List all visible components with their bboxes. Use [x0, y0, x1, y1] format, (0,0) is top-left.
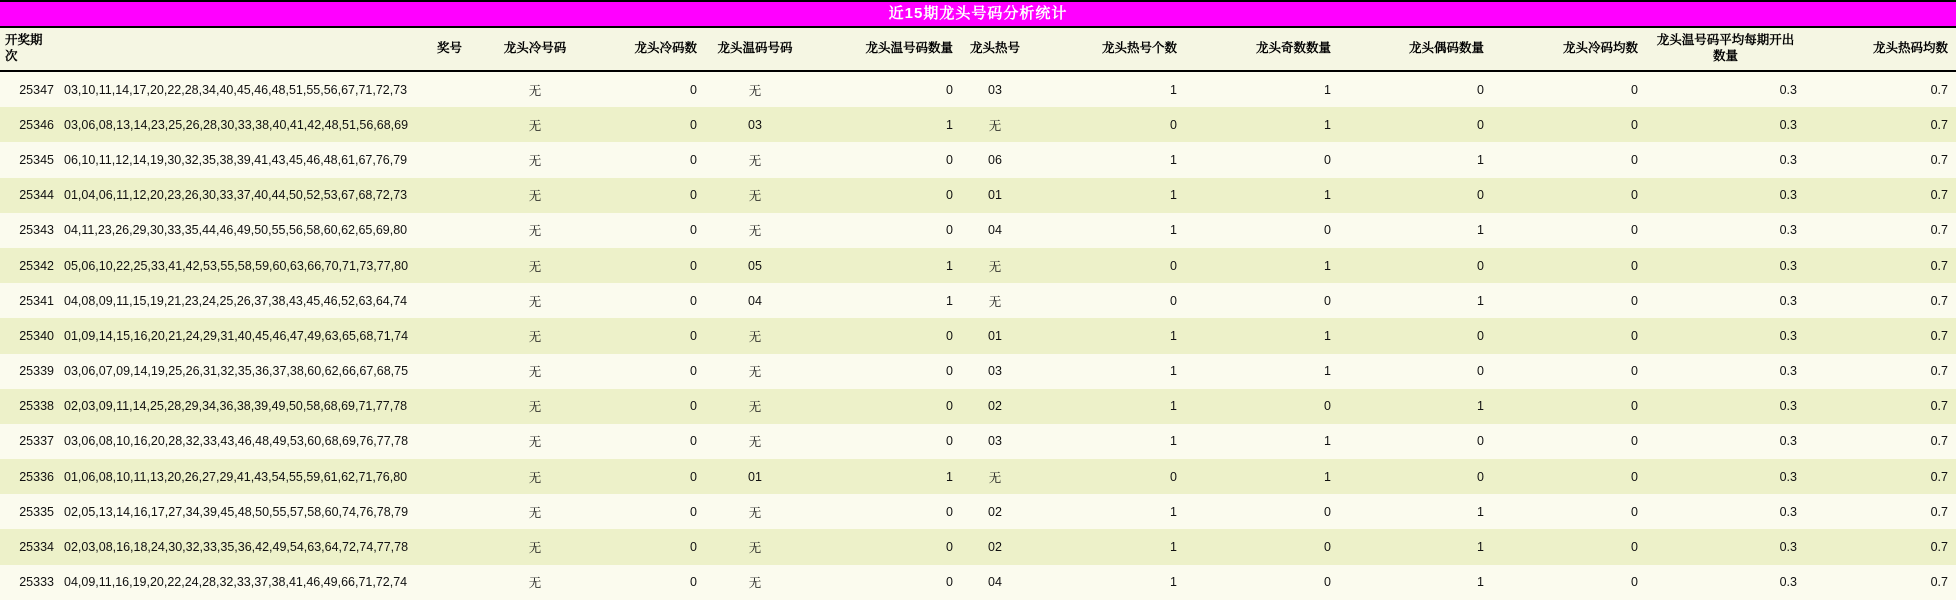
- cell-even-count: 0: [1339, 318, 1492, 353]
- cell-period: 25347: [0, 71, 60, 107]
- cell-hot-avg: 0.7: [1805, 248, 1956, 283]
- cell-numbers: 03,06,08,10,16,20,28,32,33,43,46,48,49,53,60,68,69,76,77,78: [60, 424, 470, 459]
- cell-hot-count: 0: [1029, 459, 1185, 494]
- cell-warm-count: 0: [805, 178, 961, 213]
- cell-period: 25333: [0, 565, 60, 600]
- table-row: [0, 213, 1956, 248]
- cell-hot-count: 1: [1029, 389, 1185, 424]
- cell-hot-num: 无: [961, 283, 1029, 318]
- cell-cold-num: 无: [470, 248, 600, 283]
- cell-hot-num: 无: [961, 107, 1029, 142]
- cell-cold-avg: 0: [1492, 529, 1646, 564]
- cell-warm-num: 无: [705, 424, 805, 459]
- cell-even-count: 1: [1339, 389, 1492, 424]
- cell-hot-count: 1: [1029, 494, 1185, 529]
- cell-hot-num: 01: [961, 178, 1029, 213]
- cell-odd-count: 0: [1185, 494, 1339, 529]
- cell-odd-count: 1: [1185, 424, 1339, 459]
- cell-warm-count: 0: [805, 424, 961, 459]
- cell-odd-count: 0: [1185, 142, 1339, 177]
- cell-warm-count: 1: [805, 248, 961, 283]
- cell-warm-avg: 0.3: [1646, 459, 1805, 494]
- cell-cold-count: 0: [600, 459, 705, 494]
- cell-warm-avg: 0.3: [1646, 283, 1805, 318]
- cell-cold-avg: 0: [1492, 71, 1646, 107]
- cell-cold-num: 无: [470, 71, 600, 107]
- cell-even-count: 0: [1339, 459, 1492, 494]
- cell-warm-num: 无: [705, 354, 805, 389]
- column-header: 龙头温码号码: [705, 28, 805, 71]
- table-row: [0, 354, 1956, 389]
- cell-numbers: 05,06,10,22,25,33,41,42,53,55,58,59,60,63,66,70,71,73,77,80: [60, 248, 470, 283]
- cell-warm-count: 0: [805, 354, 961, 389]
- cell-cold-count: 0: [600, 354, 705, 389]
- cell-cold-count: 0: [600, 389, 705, 424]
- cell-warm-count: 0: [805, 142, 961, 177]
- cell-hot-count: 1: [1029, 529, 1185, 564]
- cell-numbers: 01,04,06,11,12,20,23,26,30,33,37,40,44,50,52,53,67,68,72,73: [60, 178, 470, 213]
- cell-warm-count: 0: [805, 529, 961, 564]
- cell-warm-count: 0: [805, 494, 961, 529]
- cell-cold-avg: 0: [1492, 142, 1646, 177]
- cell-hot-num: 无: [961, 248, 1029, 283]
- cell-numbers: 01,06,08,10,11,13,20,26,27,29,41,43,54,55,59,61,62,71,76,80: [60, 459, 470, 494]
- cell-warm-avg: 0.3: [1646, 354, 1805, 389]
- cell-warm-count: 1: [805, 459, 961, 494]
- cell-cold-avg: 0: [1492, 107, 1646, 142]
- cell-warm-count: 0: [805, 389, 961, 424]
- cell-hot-count: 1: [1029, 354, 1185, 389]
- column-header: 龙头冷号码: [470, 28, 600, 71]
- table-row: [0, 318, 1956, 353]
- cell-cold-avg: 0: [1492, 389, 1646, 424]
- cell-warm-avg: 0.3: [1646, 565, 1805, 600]
- table-row: [0, 107, 1956, 142]
- table-row: [0, 178, 1956, 213]
- table-row: [0, 248, 1956, 283]
- table-row: [0, 424, 1956, 459]
- cell-cold-num: 无: [470, 565, 600, 600]
- cell-period: 25335: [0, 494, 60, 529]
- cell-warm-num: 无: [705, 565, 805, 600]
- cell-warm-avg: 0.3: [1646, 389, 1805, 424]
- cell-cold-avg: 0: [1492, 178, 1646, 213]
- cell-cold-num: 无: [470, 318, 600, 353]
- cell-numbers: 04,11,23,26,29,30,33,35,44,46,49,50,55,56,58,60,62,65,69,80: [60, 213, 470, 248]
- cell-period: 25345: [0, 142, 60, 177]
- cell-even-count: 1: [1339, 494, 1492, 529]
- cell-hot-count: 0: [1029, 248, 1185, 283]
- column-header: 龙头温号码数量: [805, 28, 961, 71]
- cell-hot-avg: 0.7: [1805, 71, 1956, 107]
- cell-cold-count: 0: [600, 318, 705, 353]
- cell-cold-avg: 0: [1492, 459, 1646, 494]
- table-row: [0, 459, 1956, 494]
- cell-warm-num: 03: [705, 107, 805, 142]
- column-header: 龙头温号码平均每期开出数量: [1646, 28, 1805, 71]
- cell-warm-count: 0: [805, 213, 961, 248]
- cell-odd-count: 1: [1185, 318, 1339, 353]
- cell-cold-num: 无: [470, 424, 600, 459]
- cell-cold-num: 无: [470, 283, 600, 318]
- cell-hot-count: 1: [1029, 71, 1185, 107]
- cell-cold-count: 0: [600, 565, 705, 600]
- table-header: [0, 28, 1956, 71]
- cell-cold-num: 无: [470, 354, 600, 389]
- cell-hot-avg: 0.7: [1805, 142, 1956, 177]
- column-header: 龙头热号个数: [1029, 28, 1185, 71]
- cell-cold-avg: 0: [1492, 318, 1646, 353]
- cell-numbers: 04,09,11,16,19,20,22,24,28,32,33,37,38,41,46,49,66,71,72,74: [60, 565, 470, 600]
- cell-warm-avg: 0.3: [1646, 107, 1805, 142]
- cell-warm-avg: 0.3: [1646, 142, 1805, 177]
- cell-cold-num: 无: [470, 178, 600, 213]
- cell-hot-num: 03: [961, 354, 1029, 389]
- cell-odd-count: 0: [1185, 529, 1339, 564]
- cell-even-count: 0: [1339, 354, 1492, 389]
- cell-even-count: 0: [1339, 424, 1492, 459]
- cell-warm-avg: 0.3: [1646, 178, 1805, 213]
- cell-cold-count: 0: [600, 71, 705, 107]
- cell-odd-count: 0: [1185, 283, 1339, 318]
- cell-period: 25344: [0, 178, 60, 213]
- cell-cold-num: 无: [470, 494, 600, 529]
- cell-period: 25334: [0, 529, 60, 564]
- cell-even-count: 1: [1339, 213, 1492, 248]
- cell-warm-num: 无: [705, 389, 805, 424]
- cell-cold-count: 0: [600, 494, 705, 529]
- column-header: 龙头偶码数量: [1339, 28, 1492, 71]
- cell-warm-num: 无: [705, 71, 805, 107]
- analysis-table: [0, 28, 1956, 600]
- cell-cold-avg: 0: [1492, 424, 1646, 459]
- cell-numbers: 02,03,08,16,18,24,30,32,33,35,36,42,49,54,63,64,72,74,77,78: [60, 529, 470, 564]
- table-row: [0, 71, 1956, 107]
- cell-hot-count: 1: [1029, 142, 1185, 177]
- cell-warm-avg: 0.3: [1646, 494, 1805, 529]
- cell-odd-count: 1: [1185, 178, 1339, 213]
- cell-cold-count: 0: [600, 283, 705, 318]
- cell-odd-count: 1: [1185, 354, 1339, 389]
- cell-hot-num: 06: [961, 142, 1029, 177]
- cell-hot-avg: 0.7: [1805, 178, 1956, 213]
- cell-numbers: 02,03,09,11,14,25,28,29,34,36,38,39,49,50,58,68,69,71,77,78: [60, 389, 470, 424]
- cell-odd-count: 1: [1185, 71, 1339, 107]
- cell-cold-count: 0: [600, 178, 705, 213]
- cell-hot-avg: 0.7: [1805, 424, 1956, 459]
- column-header: 龙头冷码均数: [1492, 28, 1646, 71]
- cell-numbers: 06,10,11,12,14,19,30,32,35,38,39,41,43,45,46,48,61,67,76,79: [60, 142, 470, 177]
- cell-hot-count: 1: [1029, 178, 1185, 213]
- table-row: [0, 142, 1956, 177]
- cell-odd-count: 0: [1185, 389, 1339, 424]
- cell-warm-num: 无: [705, 213, 805, 248]
- cell-cold-num: 无: [470, 107, 600, 142]
- column-header: 奖号: [60, 28, 470, 71]
- cell-numbers: 01,09,14,15,16,20,21,24,29,31,40,45,46,47,49,63,65,68,71,74: [60, 318, 470, 353]
- cell-hot-num: 02: [961, 529, 1029, 564]
- cell-warm-num: 无: [705, 494, 805, 529]
- cell-hot-num: 03: [961, 424, 1029, 459]
- cell-hot-count: 1: [1029, 318, 1185, 353]
- cell-even-count: 0: [1339, 178, 1492, 213]
- cell-even-count: 1: [1339, 529, 1492, 564]
- cell-cold-avg: 0: [1492, 213, 1646, 248]
- cell-odd-count: 0: [1185, 565, 1339, 600]
- cell-period: 25342: [0, 248, 60, 283]
- cell-hot-num: 04: [961, 213, 1029, 248]
- cell-hot-avg: 0.7: [1805, 389, 1956, 424]
- cell-hot-num: 无: [961, 459, 1029, 494]
- cell-even-count: 0: [1339, 248, 1492, 283]
- cell-warm-avg: 0.3: [1646, 424, 1805, 459]
- cell-warm-avg: 0.3: [1646, 71, 1805, 107]
- cell-hot-avg: 0.7: [1805, 565, 1956, 600]
- cell-hot-count: 0: [1029, 283, 1185, 318]
- cell-warm-count: 1: [805, 283, 961, 318]
- cell-cold-count: 0: [600, 248, 705, 283]
- cell-hot-avg: 0.7: [1805, 318, 1956, 353]
- cell-warm-count: 0: [805, 318, 961, 353]
- table-row: [0, 283, 1956, 318]
- cell-hot-num: 03: [961, 71, 1029, 107]
- cell-cold-num: 无: [470, 213, 600, 248]
- cell-hot-avg: 0.7: [1805, 107, 1956, 142]
- cell-numbers: 03,06,07,09,14,19,25,26,31,32,35,36,37,38,60,62,66,67,68,75: [60, 354, 470, 389]
- cell-even-count: 0: [1339, 71, 1492, 107]
- cell-hot-num: 02: [961, 389, 1029, 424]
- cell-warm-count: 0: [805, 71, 961, 107]
- column-header: 龙头奇数数量: [1185, 28, 1339, 71]
- cell-hot-num: 01: [961, 318, 1029, 353]
- cell-hot-avg: 0.7: [1805, 213, 1956, 248]
- cell-odd-count: 0: [1185, 213, 1339, 248]
- cell-cold-count: 0: [600, 107, 705, 142]
- table-row: [0, 529, 1956, 564]
- cell-cold-avg: 0: [1492, 248, 1646, 283]
- cell-warm-count: 1: [805, 107, 961, 142]
- column-header: 龙头热号: [961, 28, 1029, 71]
- cell-period: 25346: [0, 107, 60, 142]
- cell-cold-avg: 0: [1492, 494, 1646, 529]
- cell-hot-avg: 0.7: [1805, 459, 1956, 494]
- cell-cold-avg: 0: [1492, 283, 1646, 318]
- cell-numbers: 03,10,11,14,17,20,22,28,34,40,45,46,48,51,55,56,67,71,72,73: [60, 71, 470, 107]
- cell-cold-num: 无: [470, 142, 600, 177]
- cell-period: 25336: [0, 459, 60, 494]
- cell-hot-count: 1: [1029, 565, 1185, 600]
- page-title: 近15期龙头号码分析统计: [0, 0, 1956, 28]
- cell-warm-count: 0: [805, 565, 961, 600]
- cell-hot-avg: 0.7: [1805, 354, 1956, 389]
- cell-hot-count: 1: [1029, 424, 1185, 459]
- cell-warm-avg: 0.3: [1646, 213, 1805, 248]
- cell-warm-num: 05: [705, 248, 805, 283]
- cell-cold-num: 无: [470, 529, 600, 564]
- cell-period: 25338: [0, 389, 60, 424]
- cell-even-count: 1: [1339, 283, 1492, 318]
- cell-warm-num: 01: [705, 459, 805, 494]
- cell-warm-num: 无: [705, 529, 805, 564]
- column-header: 龙头冷码数: [600, 28, 705, 71]
- cell-numbers: 02,05,13,14,16,17,27,34,39,45,48,50,55,57,58,60,74,76,78,79: [60, 494, 470, 529]
- cell-hot-avg: 0.7: [1805, 529, 1956, 564]
- cell-warm-avg: 0.3: [1646, 248, 1805, 283]
- cell-cold-count: 0: [600, 529, 705, 564]
- table-body: [0, 71, 1956, 600]
- cell-numbers: 04,08,09,11,15,19,21,23,24,25,26,37,38,43,45,46,52,63,64,74: [60, 283, 470, 318]
- cell-even-count: 0: [1339, 107, 1492, 142]
- cell-warm-avg: 0.3: [1646, 529, 1805, 564]
- cell-hot-avg: 0.7: [1805, 283, 1956, 318]
- cell-cold-num: 无: [470, 389, 600, 424]
- cell-cold-count: 0: [600, 142, 705, 177]
- table-row: [0, 389, 1956, 424]
- table-row: [0, 494, 1956, 529]
- cell-cold-count: 0: [600, 213, 705, 248]
- table-row: [0, 565, 1956, 600]
- cell-odd-count: 1: [1185, 107, 1339, 142]
- cell-cold-avg: 0: [1492, 354, 1646, 389]
- column-header: 龙头热码均数: [1805, 28, 1956, 71]
- cell-hot-num: 04: [961, 565, 1029, 600]
- cell-hot-count: 0: [1029, 107, 1185, 142]
- cell-hot-avg: 0.7: [1805, 494, 1956, 529]
- header-row: [0, 28, 1956, 71]
- cell-numbers: 03,06,08,13,14,23,25,26,28,30,33,38,40,41,42,48,51,56,68,69: [60, 107, 470, 142]
- column-header: 开奖期次: [0, 28, 60, 71]
- cell-period: 25340: [0, 318, 60, 353]
- cell-cold-count: 0: [600, 424, 705, 459]
- cell-even-count: 1: [1339, 565, 1492, 600]
- cell-warm-num: 无: [705, 142, 805, 177]
- cell-cold-avg: 0: [1492, 565, 1646, 600]
- cell-period: 25343: [0, 213, 60, 248]
- cell-warm-num: 04: [705, 283, 805, 318]
- cell-warm-num: 无: [705, 178, 805, 213]
- cell-hot-count: 1: [1029, 213, 1185, 248]
- cell-warm-avg: 0.3: [1646, 318, 1805, 353]
- cell-odd-count: 1: [1185, 248, 1339, 283]
- cell-cold-num: 无: [470, 459, 600, 494]
- cell-warm-num: 无: [705, 318, 805, 353]
- cell-period: 25339: [0, 354, 60, 389]
- cell-even-count: 1: [1339, 142, 1492, 177]
- cell-period: 25341: [0, 283, 60, 318]
- cell-odd-count: 1: [1185, 459, 1339, 494]
- cell-period: 25337: [0, 424, 60, 459]
- cell-hot-num: 02: [961, 494, 1029, 529]
